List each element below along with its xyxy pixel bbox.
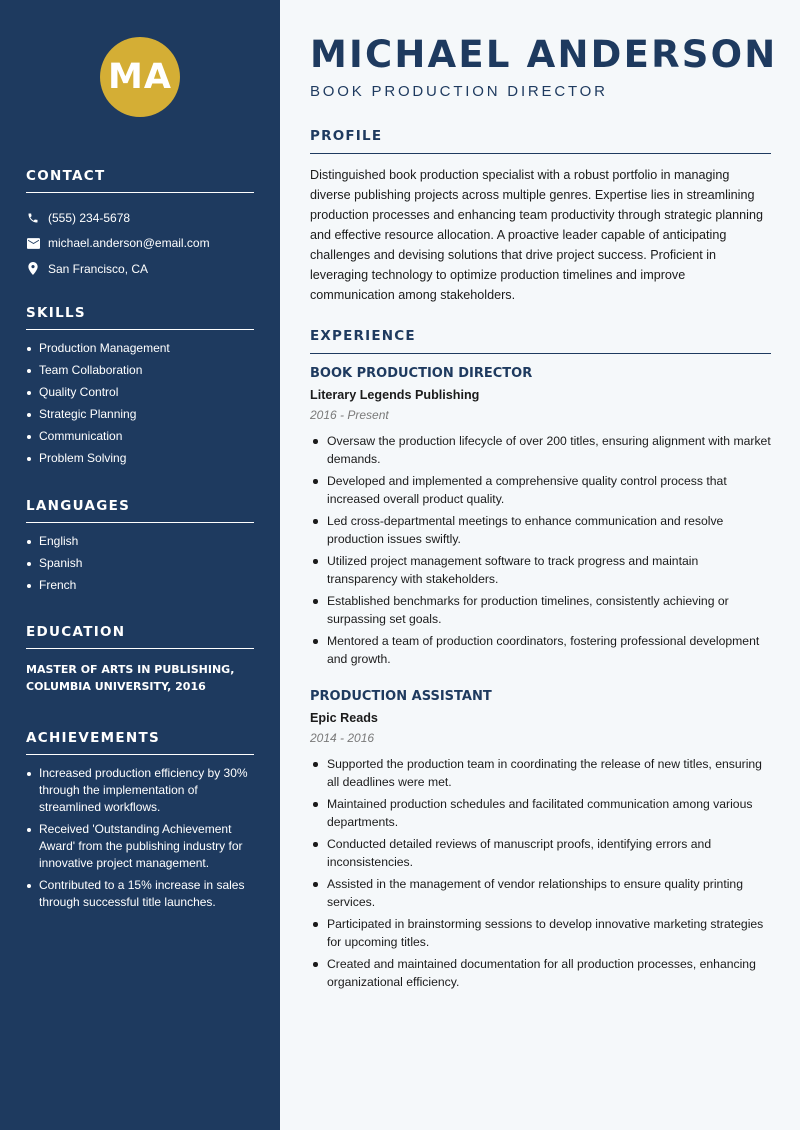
candidate-title: BOOK PRODUCTION DIRECTOR [310,83,608,100]
job-title: PRODUCTION ASSISTANT [310,689,492,704]
skill-item: Problem Solving [26,450,254,467]
education-section [26,624,254,695]
job-bullet: Oversaw the production lifecycle of over 200 titles, ensuring alignment with market demands. [310,432,771,468]
languages-list [26,533,254,594]
job-bullet: Created and maintained documentation for all production processes, enhancing organizational efficiency. [310,955,771,991]
job-dates: 2016 - Present [310,408,389,422]
email-text: michael.anderson@email.com [48,236,210,251]
job-bullets [310,755,771,991]
profile-text: Distinguished book production specialist with a robust portfolio in managing diverse publishing projects across multiple genres. Expertise lies in streamlining production processes and enhancing team productivity through strategic planning and effective resource allocation. A proactive leader capable of anticipating challenges and devising solutions that drive project success. Proficient in leveraging technology to optimize production timelines and improve communication among stakeholders. [310,168,763,302]
experience-section [310,328,771,354]
job-bullet: Maintained production schedules and facilitated communication among various departments. [310,795,771,831]
education-degree [26,661,254,695]
job-bullet: Utilized project management software to track progress and maintain transparency with stakeholders. [310,552,771,588]
avatar: MA [100,37,180,117]
contact-phone [26,205,254,231]
job-bullet: Mentored a team of production coordinators, fostering professional development and growth. [310,632,771,668]
candidate-name: MICHAEL ANDERSON [310,33,778,76]
education-heading: EDUCATION [26,624,254,649]
education-line-1: MASTER OF ARTS IN PUBLISHING, [26,663,235,676]
achievements-list [26,765,254,911]
skill-item: Team Collaboration [26,362,254,379]
location-pin-icon [26,262,40,276]
phone-icon [26,211,40,225]
skills-section [26,305,254,472]
job-title: BOOK PRODUCTION DIRECTOR [310,366,533,381]
job-bullet: Participated in brainstorming sessions to develop innovative marketing strategies for upcoming titles. [310,915,771,951]
job-bullet: Conducted detailed reviews of manuscript proofs, identifying errors and inconsistencies. [310,835,771,871]
job-company: Literary Legends Publishing [310,388,480,402]
job-dates: 2014 - 2016 [310,731,375,745]
job-bullet: Developed and implemented a comprehensive quality control process that increased overall product quality. [310,472,771,508]
skill-item: Production Management [26,340,254,357]
skill-item: Quality Control [26,384,254,401]
language-item: French [26,577,254,594]
achievement-item: Increased production efficiency by 30% through the implementation of streamlined workflows. [26,765,254,816]
achievement-item: Contributed to a 15% increase in sales through successful title launches. [26,877,254,911]
skill-item: Strategic Planning [26,406,254,423]
job-bullet: Supported the production team in coordinating the release of new titles, ensuring all deadlines were met. [310,755,771,791]
job-bullet: Established benchmarks for production timelines, consistently achieving or surpassing set goals. [310,592,771,628]
language-item: English [26,533,254,550]
contact-list [26,205,254,282]
contact-location [26,256,254,282]
profile-heading: PROFILE [310,128,771,154]
job-bullet: Led cross-departmental meetings to enhance communication and resolve production issues swiftly. [310,512,771,548]
experience-heading: EXPERIENCE [310,328,771,354]
contact-section [26,168,254,282]
language-item: Spanish [26,555,254,572]
languages-section [26,498,254,599]
job-bullet: Assisted in the management of vendor relationships to ensure quality printing services. [310,875,771,911]
education-line-2: COLUMBIA UNIVERSITY, 2016 [26,680,206,693]
skills-list [26,340,254,467]
job-bullets [310,432,771,668]
achievements-heading: ACHIEVEMENTS [26,730,254,755]
achievement-item: Received 'Outstanding Achievement Award' from the publishing industry for innovative project management. [26,821,254,872]
sidebar [0,0,280,1130]
achievements-section [26,730,254,916]
profile-section [310,128,771,305]
contact-email [26,231,254,257]
job-entry [310,366,771,672]
phone-text: (555) 234-5678 [48,210,131,225]
skills-heading: SKILLS [26,305,254,330]
mail-icon [26,236,40,250]
job-company: Epic Reads [310,711,378,725]
languages-heading: LANGUAGES [26,498,254,523]
location-text: San Francisco, CA [48,261,149,276]
contact-heading: CONTACT [26,168,254,193]
job-entry [310,689,771,995]
skill-item: Communication [26,428,254,445]
